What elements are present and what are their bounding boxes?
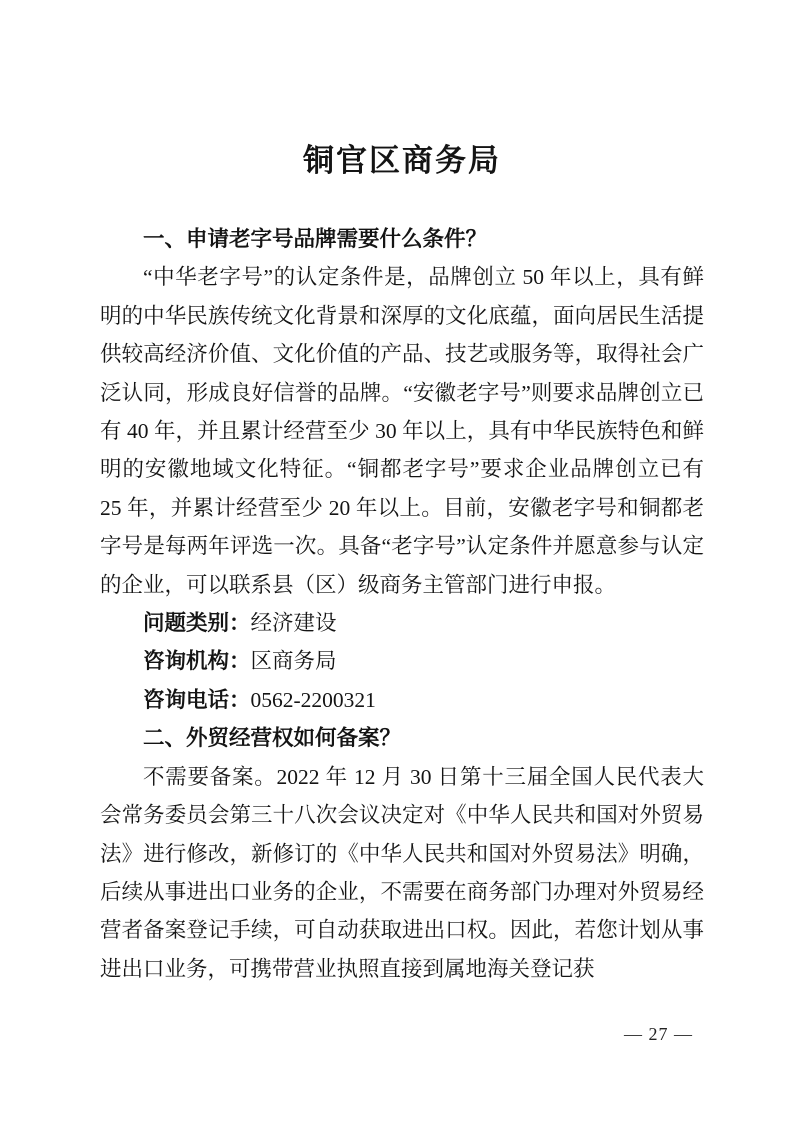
meta-label-phone: 咨询电话：	[143, 687, 251, 712]
meta-label-category: 问题类别：	[143, 611, 251, 636]
meta-row-phone	[100, 681, 704, 719]
section-1-heading: 一、申请老字号品牌需要什么条件？	[143, 227, 488, 251]
meta-value-agency: 区商务局	[250, 649, 337, 674]
meta-value-category: 经济建设	[250, 611, 337, 636]
page-number: — 27 —	[624, 1024, 693, 1044]
document-content	[100, 0, 704, 988]
meta-label-agency: 咨询机构：	[143, 649, 251, 674]
section-2-body: 不需要备案。2022 年 12 月 30 日第十三届全国人民代表大会常务委员会第三十八次会议决定对《中华人民共和国对外贸易法》进行修改，新修订的《中华人民共和国对外贸易法》明确，后续从事进出口业务的企业，不需要在商务部门办理对外贸易经营者备案登记手续，可自动获取进出口权。因此，若您计划从事进出口业务，可携带营业执照直接到属地海关登记获	[100, 764, 704, 981]
meta-value-phone: 0562-2200321	[250, 687, 376, 712]
section-1-body: “中华老字号”的认定条件是，品牌创立 50 年以上，具有鲜明的中华民族传统文化背景和深厚的文化底蕴，面向居民生活提供较高经济价值、文化价值的产品、技艺或服务等，取得社会广泛认同，形成良好信誉的品牌。“安徽老字号”则要求品牌创立已有 40 年，并且累计经营至少 30 年以上，具有中华民族特色和鲜明的安徽地域文化特征。“铜都老字号”要求企业品牌创立已有 25 年，并累计经营至少 20 年以上。目前，安徽老字号和铜都老字号是每两年评选一次。具备“老字号”认定条件并愿意参与认定的企业，可以联系县（区）级商务主管部门进行申报。	[100, 265, 704, 597]
meta-row-agency	[100, 642, 704, 680]
section-2-heading: 二、外贸经营权如何备案？	[143, 726, 402, 751]
document-title: 铜官区商务局	[303, 143, 501, 178]
meta-row-category	[100, 604, 704, 642]
